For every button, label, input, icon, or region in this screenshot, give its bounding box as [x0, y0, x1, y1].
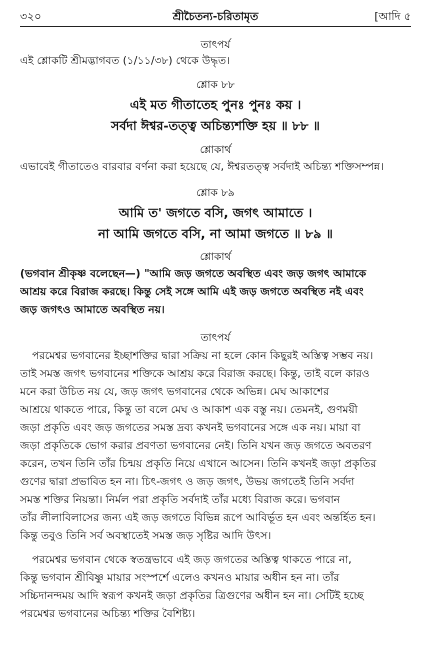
verse-line: এই মত গীতাতেহ পুনঃ পুনঃ কয় ।	[129, 97, 302, 112]
translation-line: আশ্রয় করে বিরাজ করছে। কিন্তু সেই সঙ্গে আমি এই জড় জগতে অবস্থিত নই এবং	[20, 286, 364, 298]
running-title: শ্রীচৈতন্য-চরিতামৃত	[172, 10, 259, 23]
verse-heading: শ্লোক ৮৮	[196, 79, 235, 91]
purport-line: জড়া প্রকৃতি এবং জড় জগতের সমস্ত দ্রব্য কখনই ভগবানের সঙ্গে এক নয়। মায়া বা	[20, 422, 361, 434]
translation-heading: শ্লোকার্থ	[199, 144, 232, 156]
translation-heading: শ্লোকার্থ	[199, 251, 232, 263]
page-number: ৩২০	[20, 10, 42, 23]
purport-line: পরমেশ্বর ভগবান থেকে স্বতন্ত্রভাবে এই জড় জগতের অস্তিত্ব থাকতে পারে না,	[32, 554, 352, 566]
purport-line: জড়া প্রকৃতিকে ভোগ করার প্রবণতা ভগবানের নেই। তিনি যখন জড় জগতে অবতরণ	[20, 440, 372, 452]
verse-heading: শ্লোক ৮৯	[196, 187, 235, 199]
purport-line: সচ্চিদানন্দময় আদি স্বরূপ কখনই জড়া প্রকৃতির ত্রিগুণের অধীন হন না। সেটিই হচ্ছে	[20, 590, 364, 602]
purport-heading: তাৎপর্য	[200, 39, 231, 51]
verse-line: না আমি জগতে বসি, না আমা জগতে ॥ ৮৯ ॥	[98, 226, 333, 241]
purport-line: তাই সমস্ত জগৎ ভগবানের শক্তিকে আশ্রয় করে বিরাজ করছে। কিন্তু, তাই বলে কারও	[20, 368, 370, 380]
purport-line: আশ্রয়ে থাকতে পারে, কিন্তু তা বলে মেঘ ও আকাশ এক বস্তু নয়। তেমনই, গুণময়ী	[20, 404, 358, 416]
purport-line: মনে করা উচিত নয় যে, জড় জগৎ ভগবানের থেকে অভিন্ন। মেঘ আকাশের	[20, 386, 330, 398]
purport-heading: তাৎপর্য	[200, 332, 231, 344]
translation-line: (ভগবান শ্রীকৃষ্ণ বলেছেন—) "আমি জড় জগতে অবস্থিত এবং জড় জগৎ আমাকে	[20, 268, 367, 280]
purport-line: তাঁর লীলাবিলাসের জন্য এই জড় জগতে বিভিন্ন রূপে আবির্ভূত হন এবং অন্তর্হিত হন।	[20, 512, 376, 524]
verse-line: আমি ত' জগতে বসি, জগৎ আমাতে ।	[118, 205, 313, 220]
section-label: [আদি ৫	[374, 10, 411, 23]
purport-line: গুণের দ্বারা প্রভাবিত হন না। চিৎ-জগৎ ও জড় জগৎ, উভয় জগতেই তিনি সর্বদা	[20, 476, 355, 488]
purport-line: সমস্ত শক্তির নিয়ন্তা। নির্মল পরা প্রকৃতি সর্বদাই তাঁর মধ্যে বিরাজ করে। ভগবান	[20, 494, 340, 506]
translation-text: এভাবেই গীতাতেও বারবার বর্ণনা করা হয়েছে যে, ঈশ্বরতত্ত্ব সর্বদাই অচিন্ত্য শক্তিসম্পন্ন।	[20, 161, 384, 173]
purport-line: কিন্তু ভগবান শ্রীবিষ্ণু মায়ার সংস্পর্শে এলেও কখনও মায়ার অধীন হন না। তাঁর	[20, 572, 340, 584]
verse-line: সর্বদা ঈশ্বর-তত্ত্ব অচিন্ত্যশক্তি হয় ॥ ৮৮ ॥	[111, 118, 320, 133]
purport-line: করেন, তখন তিনি তাঁর চিন্ময় প্রকৃতি নিয়ে এখানে আসেন। তিনি কখনই জড়া প্রকৃতির	[20, 458, 377, 470]
header-rule	[20, 26, 411, 27]
purport-line: পরমেশ্বর ভগবানের অচিন্ত্য শক্তির বৈশিষ্ট্য।	[20, 608, 196, 620]
purport-text: এই শ্লোকটি শ্রীমদ্ভাগবত (১/১১/৩৮) থেকে উদ্ধৃত।	[20, 55, 230, 67]
translation-line: জড় জগৎও আমাতে অবস্থিত নয়।	[20, 304, 165, 316]
purport-line: পরমেশ্বর ভগবানের ইচ্ছাশক্তির দ্বারা সক্রিয় না হলে কোন কিছুরই অস্তিত্ব সম্ভব নয়।	[32, 350, 374, 362]
purport-line: কিন্তু তবুও তিনি সর্ব অবস্থাতেই সমস্ত জড় সৃষ্টির আদি উৎস।	[20, 530, 272, 542]
page-header	[20, 6, 411, 28]
